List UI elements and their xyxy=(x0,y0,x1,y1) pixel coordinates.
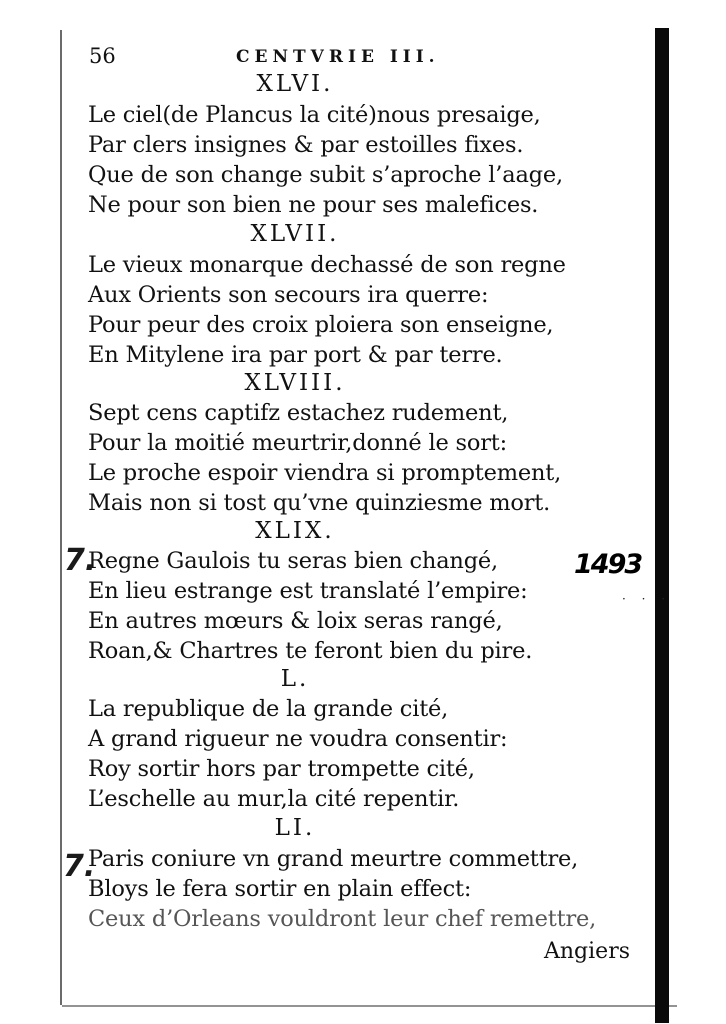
verse-line: La republique de la grande cité, xyxy=(88,696,449,722)
verse-line: Par clers insignes & par estoilles fixes. xyxy=(88,132,524,158)
verse-line: Roan,& Chartres te feront bien du pire. xyxy=(88,638,533,664)
running-head: CENTVRIE III. xyxy=(236,47,440,67)
verse-line: En lieu estrange est translaté l’empire: xyxy=(88,578,528,604)
quatrain-heading: LI. xyxy=(274,815,316,841)
quatrain-heading: XLVIII. xyxy=(244,370,346,396)
verse-line: Le ciel(de Plancus la cité)nous presaige, xyxy=(88,102,541,128)
page-number: 56 xyxy=(89,44,116,68)
verse-line: Pour peur des croix ploiera son enseigne, xyxy=(88,312,554,338)
marginal-mark-li: 7. xyxy=(63,849,96,884)
verse-line: Regne Gaulois tu seras bien changé, xyxy=(88,548,498,574)
verse-line: Paris coniure vn grand meurtre commettre, xyxy=(88,846,579,872)
quatrain-heading: XLVI. xyxy=(256,71,334,97)
verse-line: Aux Orients son secours ira querre: xyxy=(88,282,489,308)
marginal-mark-xlix: 7. xyxy=(64,543,97,578)
verse-line: Que de son change subit s’aproche l’aage, xyxy=(88,162,563,188)
ink-speckle-icon: · · · xyxy=(622,592,672,606)
quatrain-heading: XLVII. xyxy=(250,221,340,247)
verse-line: Le proche espoir viendra si promptement, xyxy=(88,460,562,486)
verse-line: Le vieux monarque dechassé de son regne xyxy=(88,252,566,278)
quatrain-heading: XLIX. xyxy=(255,518,335,544)
verse-line: Ceux d’Orleans vouldront leur chef remettre, xyxy=(88,906,597,932)
verse-line: En Mitylene ira par port & par terre. xyxy=(88,342,503,368)
marginal-note: 1493 xyxy=(574,549,642,580)
verse-line: Ne pour son bien ne pour ses malefices. xyxy=(88,192,539,218)
catchword: Angiers xyxy=(544,939,631,964)
verse-line: Mais non si tost qu’vne quinziesme mort. xyxy=(88,490,551,516)
verse-line: A grand rigueur ne voudra consentir: xyxy=(88,726,508,752)
verse-line: Pour la moitié meurtrir,donné le sort: xyxy=(88,430,507,456)
page-gutter-shadow xyxy=(655,28,669,1023)
verse-line: Bloys le fera sortir en plain effect: xyxy=(88,876,472,902)
verse-line: En autres mœurs & loix seras rangé, xyxy=(88,608,503,634)
verse-line: Sept cens captifz estachez rudement, xyxy=(88,400,509,426)
page-edge-bottom xyxy=(62,1005,677,1007)
quatrain-heading: L. xyxy=(280,666,310,692)
verse-line: L’eschelle au mur,la cité repentir. xyxy=(88,786,460,812)
verse-line: Roy sortir hors par trompette cité, xyxy=(88,756,475,782)
page-edge-left xyxy=(60,30,62,1005)
